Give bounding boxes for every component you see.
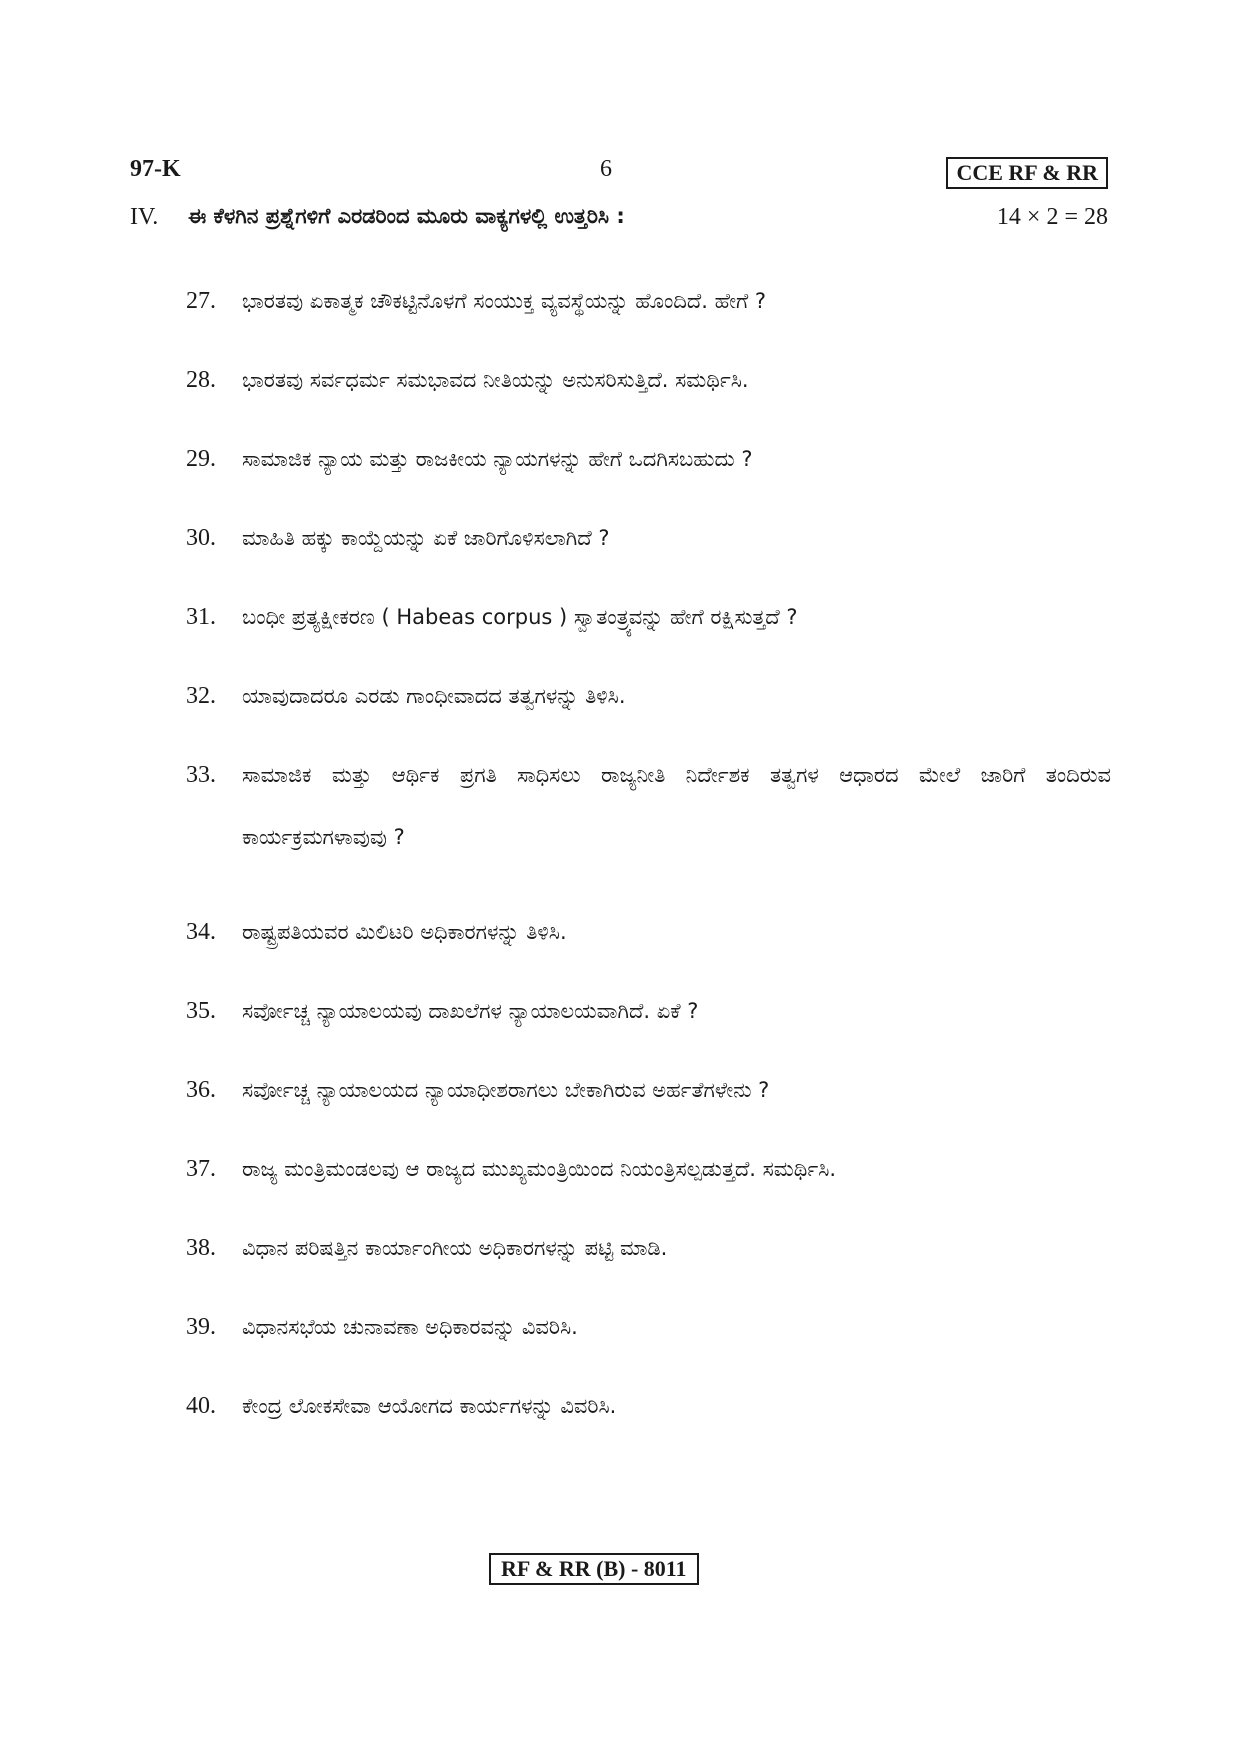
scheme-badge: CCE RF & RR bbox=[946, 157, 1108, 189]
section-heading bbox=[130, 200, 1110, 240]
question-text: ವಿಧಾನಸಭೆಯ ಚುನಾವಣಾ ಅಧಿಕಾರವನ್ನು ವಿವರಿಸಿ. bbox=[242, 1315, 578, 1339]
question-number: 33. bbox=[186, 762, 216, 788]
question-text: ಭಾರತವು ಸರ್ವಧರ್ಮ ಸಮಭಾವದ ನೀತಿಯನ್ನು ಅನುಸರಿಸುತ್ತಿದೆ. ಸಮರ್ಥಿಸಿ. bbox=[242, 368, 749, 392]
question-item bbox=[186, 1391, 1111, 1421]
question-number: 29. bbox=[186, 446, 216, 472]
question-item bbox=[186, 1154, 1111, 1184]
paper-code: 97-K bbox=[130, 156, 181, 182]
question-number: 32. bbox=[186, 683, 216, 709]
section-numeral: IV. bbox=[130, 204, 159, 230]
question-item bbox=[186, 1312, 1111, 1342]
section-instruction: ಈ ಕೆಳಗಿನ ಪ್ರಶ್ನೆಗಳಿಗೆ ಎರಡರಿಂದ ಮೂರು ವಾಕ್ಯಗಳಲ್ಲಿ ಉತ್ತರಿಸಿ : bbox=[188, 204, 625, 228]
question-item bbox=[186, 444, 1111, 474]
question-number: 40. bbox=[186, 1393, 216, 1419]
question-item bbox=[186, 365, 1111, 395]
question-text: ರಾಜ್ಯ ಮಂತ್ರಿಮಂಡಲವು ಆ ರಾಜ್ಯದ ಮುಖ್ಯಮಂತ್ರಿಯಿಂದ ನಿಯಂತ್ರಿಸಲ್ಪಡುತ್ತದೆ. ಸಮರ್ಥಿಸಿ. bbox=[242, 1157, 837, 1181]
question-text: ವಿಧಾನ ಪರಿಷತ್ತಿನ ಕಾರ್ಯಾಂಗೀಯ ಅಧಿಕಾರಗಳನ್ನು ಪಟ್ಟಿ ಮಾಡಿ. bbox=[242, 1236, 668, 1260]
question-number: 36. bbox=[186, 1077, 216, 1103]
question-item bbox=[186, 760, 1111, 868]
question-item bbox=[186, 681, 1111, 711]
question-text: ಕೇಂದ್ರ ಲೋಕಸೇವಾ ಆಯೋಗದ ಕಾರ್ಯಗಳನ್ನು ವಿವರಿಸಿ. bbox=[242, 1394, 617, 1418]
question-number: 28. bbox=[186, 367, 216, 393]
question-number: 39. bbox=[186, 1314, 216, 1340]
question-number: 38. bbox=[186, 1235, 216, 1261]
question-text: ರಾಷ್ಟ್ರಪತಿಯವರ ಮಿಲಿಟರಿ ಅಧಿಕಾರಗಳನ್ನು ತಿಳಿಸಿ. bbox=[242, 920, 567, 944]
question-number: 27. bbox=[186, 288, 216, 314]
page-header bbox=[130, 152, 1110, 192]
question-text: ಸಾಮಾಜಿಕ ನ್ಯಾಯ ಮತ್ತು ರಾಜಕೀಯ ನ್ಯಾಯಗಳನ್ನು ಹೇಗೆ ಒದಗಿಸಬಹುದು ? bbox=[242, 447, 753, 471]
footer-code: RF & RR (B) - 8011 bbox=[489, 1553, 699, 1585]
question-item bbox=[186, 1233, 1111, 1263]
question-number: 37. bbox=[186, 1156, 216, 1182]
question-text: ಸರ್ವೋಚ್ಚ ನ್ಯಾಯಾಲಯದ ನ್ಯಾಯಾಧೀಶರಾಗಲು ಬೇಕಾಗಿರುವ ಅರ್ಹತೆಗಳೇನು ? bbox=[242, 1078, 770, 1102]
question-item bbox=[186, 996, 1111, 1026]
question-text: ಬಂಧೀ ಪ್ರತ್ಯಕ್ಷೀಕರಣ ( Habeas corpus ) ಸ್ವಾತಂತ್ರ್ಯವನ್ನು ಹೇಗೆ ರಕ್ಷಿಸುತ್ತದೆ ? bbox=[242, 605, 798, 629]
question-text: ಯಾವುದಾದರೂ ಎರಡು ಗಾಂಧೀವಾದದ ತತ್ವಗಳನ್ನು ತಿಳಿಸಿ. bbox=[242, 684, 626, 708]
question-number: 34. bbox=[186, 919, 216, 945]
question-item bbox=[186, 1075, 1111, 1105]
question-item bbox=[186, 286, 1111, 316]
question-number: 30. bbox=[186, 525, 216, 551]
question-text: ಸಾಮಾಜಿಕ ಮತ್ತು ಆರ್ಥಿಕ ಪ್ರಗತಿ ಸಾಧಿಸಲು ರಾಜ್ಯನೀತಿ ನಿರ್ದೇಶಕ ತತ್ವಗಳ ಆಧಾರದ ಮೇಲೆ ಜಾರಿಗೆ ತಂದಿರುವ ಕಾರ್ಯಕ್ರಮಗಳಾವುವು ? bbox=[242, 763, 1111, 849]
marks-formula: 14 × 2 = 28 bbox=[996, 204, 1108, 230]
question-text: ಭಾರತವು ಏಕಾತ್ಮಕ ಚೌಕಟ್ಟಿನೊಳಗೆ ಸಂಯುಕ್ತ ವ್ಯವಸ್ಥೆಯನ್ನು ಹೊಂದಿದೆ. ಹೇಗೆ ? bbox=[242, 289, 767, 313]
question-text: ಸರ್ವೋಚ್ಚ ನ್ಯಾಯಾಲಯವು ದಾಖಲೆಗಳ ನ್ಯಾಯಾಲಯವಾಗಿದೆ. ಏಕೆ ? bbox=[242, 999, 699, 1023]
question-number: 31. bbox=[186, 604, 216, 630]
question-item bbox=[186, 523, 1111, 553]
question-text: ಮಾಹಿತಿ ಹಕ್ಕು ಕಾಯ್ದೆಯನ್ನು ಏಕೆ ಜಾರಿಗೊಳಿಸಲಾಗಿದೆ ? bbox=[242, 526, 610, 550]
question-item bbox=[186, 602, 1111, 632]
question-number: 35. bbox=[186, 998, 216, 1024]
question-list bbox=[186, 286, 1111, 1470]
page-number: 6 bbox=[600, 156, 612, 182]
question-item bbox=[186, 917, 1111, 947]
